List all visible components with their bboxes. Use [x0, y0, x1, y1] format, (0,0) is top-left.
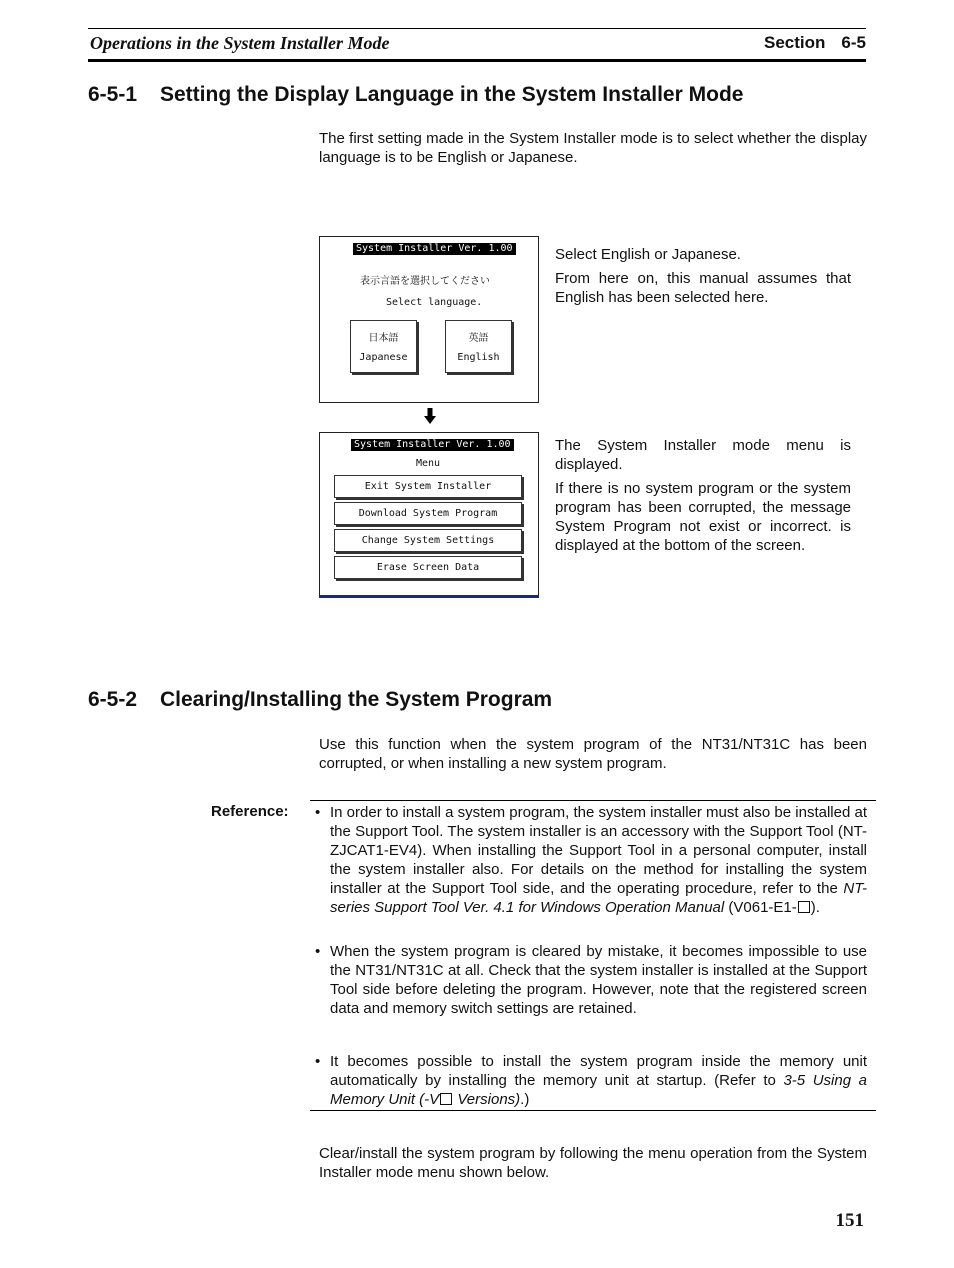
bullet-1-text: In order to install a system program, the system installer must also be installed at the Support Tool. The system installer is an accessory with the Support Tool (NT-ZJCAT1-EV4). When installing the Support Tool in a personal computer, install the system installer also. For details on the method for installing the system installer at the Support Tool side, and the operating procedure, refer to the [330, 804, 867, 897]
bullet-icon: • [315, 804, 321, 821]
reference-label: Reference: [211, 803, 289, 820]
japanese-button-label: Japanese [359, 352, 408, 363]
manual-title: NT-series Support Tool Ver. 4.1 for Windows Operation Manual [330, 880, 867, 916]
english-button-label: English [457, 352, 500, 363]
japanese-button[interactable] [350, 320, 417, 373]
bullet-icon: • [315, 1053, 321, 1070]
japanese-prompt: 表示言語を選択してください [360, 276, 490, 287]
header-section-number: 6-5 [841, 33, 866, 52]
header-rule-bottom [88, 59, 866, 62]
arrow-down-icon [424, 408, 436, 424]
bullet-icon: • [315, 943, 321, 960]
screen1-desc-line2: From here on, this manual assumes that English has been selected here. [555, 270, 851, 306]
screen2-description [555, 436, 851, 555]
section-number: 6-5-2 [88, 688, 138, 711]
section-heading-652 [88, 688, 552, 712]
reference-bullet-3 [315, 1052, 867, 1109]
header-section [764, 33, 866, 53]
screen2-desc-line2: If there is no system program or the system program has been corrupted, the message System Program not exist or incorrect. is displayed at the bottom of the screen. [555, 480, 851, 554]
japanese-button-kanji: 日本語 [368, 333, 399, 344]
box-placeholder-icon [798, 901, 810, 913]
header-rule-top [88, 28, 866, 29]
crossref-prefix: 3-5 Using a Memory Unit (-V [330, 1072, 867, 1108]
bullet-2-text: When the system program is cleared by mistake, it becomes impossible to use the NT31/NT31C at all. Check that the system installer is installed at the Support Tool side before deleting the program. However, note that the registered screen data and memory switch settings are retained. [330, 943, 867, 1017]
section-heading-651 [88, 83, 743, 107]
screen2-desc-line1: The System Installer mode menu is displayed. [555, 437, 851, 473]
header-section-label: Section [764, 33, 826, 52]
reference-rule-top [310, 800, 876, 801]
section-title: Setting the Display Language in the System Installer Mode [160, 83, 744, 106]
bullet-3-text: It becomes possible to install the system program inside the memory unit automatically by installing the memory unit at startup. (Refer to [330, 1053, 867, 1089]
box-placeholder-icon [440, 1093, 452, 1105]
installer-menu-screen [319, 432, 539, 598]
screen1-description [555, 245, 851, 307]
crossref-tail: .) [520, 1091, 530, 1108]
closing-paragraph: Clear/install the system program by following the menu operation from the System Installer mode menu shown below. [319, 1145, 867, 1181]
download-system-program-button[interactable]: Download System Program [334, 502, 522, 525]
screen1-desc-line1: Select English or Japanese. [555, 246, 741, 263]
page-number: 151 [835, 1210, 864, 1231]
language-select-screen [319, 236, 539, 403]
reference-rule-bottom [310, 1110, 876, 1111]
menu-heading: Menu [416, 458, 441, 469]
reference-bullet-2 [315, 942, 867, 1018]
english-prompt: Select language. [386, 297, 483, 308]
change-system-settings-button[interactable]: Change System Settings [334, 529, 522, 552]
english-button[interactable] [445, 320, 512, 373]
manual-code-prefix: (V061-E1- [728, 899, 797, 916]
section-title: Clearing/Installing the System Program [160, 688, 553, 711]
erase-screen-data-button[interactable]: Erase Screen Data [334, 556, 522, 579]
section-intro: The first setting made in the System Installer mode is to select whether the display language is to be English or Japanese. [319, 130, 867, 166]
english-button-kanji: 英語 [468, 333, 489, 344]
screen-title-bar: System Installer Ver. 1.00 [353, 243, 516, 255]
header-chapter-title: Operations in the System Installer Mode [90, 33, 390, 53]
section-number: 6-5-1 [88, 83, 138, 106]
section-intro: Use this function when the system program of the NT31/NT31C has been corrupted, or when installing a new system program. [319, 736, 867, 772]
exit-system-installer-button[interactable]: Exit System Installer [334, 475, 522, 498]
manual-code-suffix: ). [810, 899, 820, 916]
screen-title-bar: System Installer Ver. 1.00 [351, 439, 514, 451]
reference-bullet-1 [315, 803, 867, 917]
crossref-suffix: Versions) [453, 1091, 521, 1108]
